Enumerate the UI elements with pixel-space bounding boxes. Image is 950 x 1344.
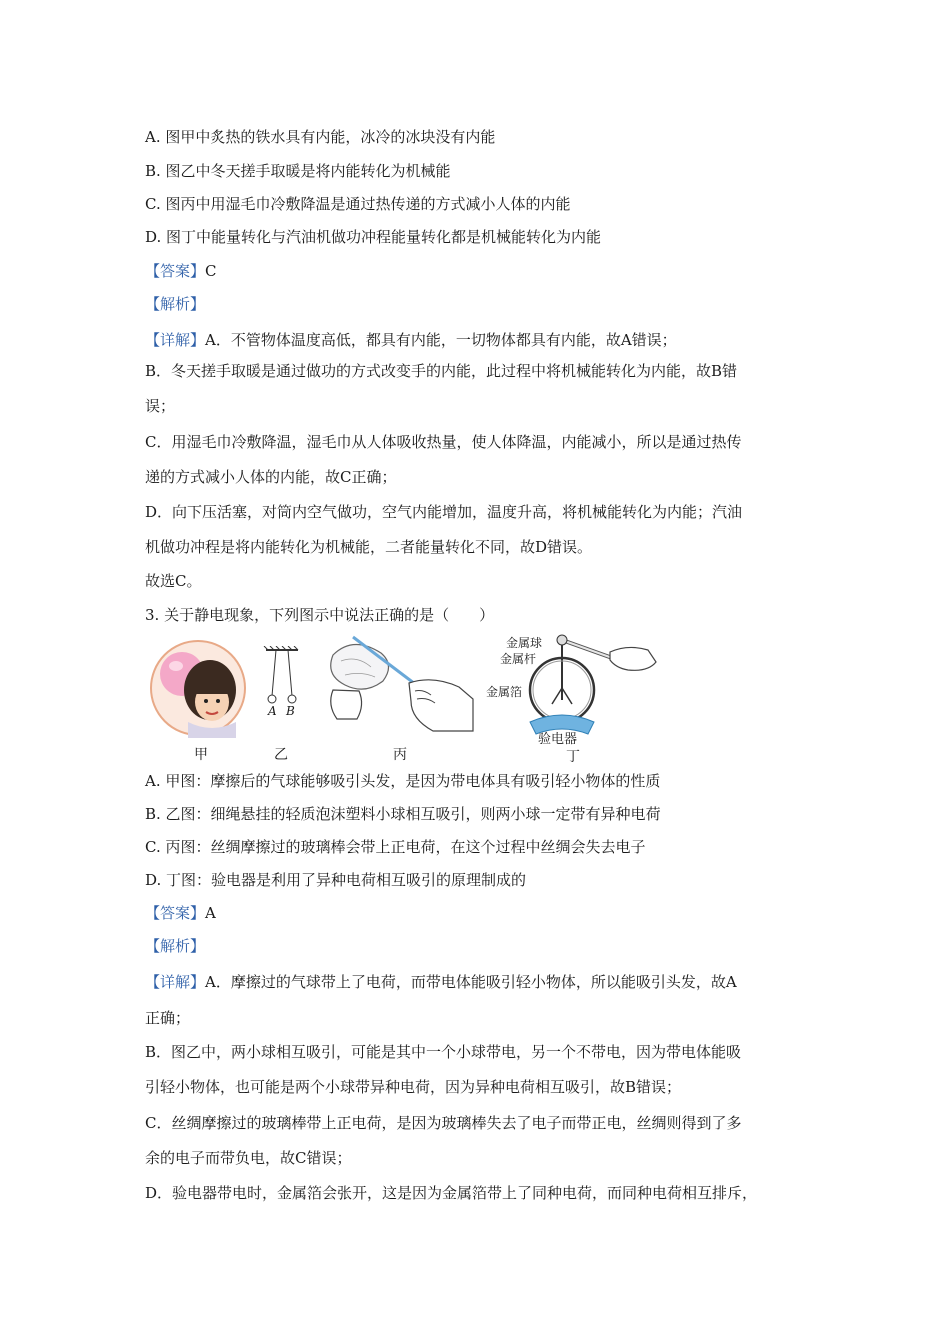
balloon-girl-illustration [148, 638, 248, 738]
q2-option-c: C. 图丙中用湿毛巾冷敷降温是通过热传递的方式减小人体的内能 [145, 195, 571, 213]
q2-answer [145, 261, 217, 281]
silk-glass-rod-illustration [323, 635, 483, 735]
analysis-tag: 【解析】 [145, 295, 206, 313]
q3-option-a: A. 甲图：摩擦后的气球能够吸引头发，是因为带电体具有吸引轻小物体的性质 [145, 772, 661, 790]
q2-analysis-heading [145, 294, 205, 314]
q2-detail-line [145, 330, 677, 350]
answer-tag: 【答案】 [145, 262, 206, 280]
label-electroscope: 验电器 [538, 732, 578, 747]
q3-option-c: C. 丙图：丝绸摩擦过的玻璃棒会带上正电荷，在这个过程中丝绸会失去电子 [145, 838, 646, 856]
label-metal-ball: 金属球 [506, 636, 543, 650]
hanging-balls-illustration [262, 646, 302, 706]
q3-option-b: B. 乙图：细绳悬挂的轻质泡沫塑料小球相互吸引，则两小球一定带有异种电荷 [145, 805, 661, 823]
detail-text: A．摩擦过的气球带上了电荷，而带电体能吸引轻小物体，所以能吸引头发，故A [205, 973, 737, 991]
detail-tag: 【详解】 [145, 331, 206, 349]
q3-analysis-heading [145, 936, 205, 956]
figure-yi [262, 646, 302, 724]
analysis-tag: 【解析】 [145, 937, 206, 955]
caption-yi: 乙 [274, 747, 288, 763]
q3-detail-line: 余的电子而带负电，故C错误； [145, 1149, 352, 1167]
q3-detail-line: D．验电器带电时，金属箔会张开，这是因为金属箔带上了同种电荷，而同种电荷相互排斥， [145, 1184, 758, 1202]
q3-stem: 3. 关于静电现象，下列图示中说法正确的是（ ） [145, 606, 495, 624]
caption-bing: 丙 [393, 747, 407, 763]
detail-tag: 【详解】 [145, 973, 206, 991]
label-metal-rod: 金属杆 [500, 652, 537, 666]
q2-option-a: A. 图甲中炙热的铁水具有内能，冰冷的冰块没有内能 [145, 128, 496, 146]
q3-answer [145, 903, 216, 923]
q3-detail-line [145, 972, 737, 992]
answer-value: A [205, 904, 216, 922]
q2-conclusion: 故选C。 [145, 572, 202, 590]
detail-text: A．不管物体温度高低，都具有内能，一切物体都具有内能，故A错误； [205, 331, 677, 349]
q3-option-d: D. 丁图：验电器是利用了异种电荷相互吸引的原理制成的 [145, 871, 527, 889]
figure-ding [478, 630, 662, 746]
q2-option-b: B. 图乙中冬天搓手取暖是将内能转化为机械能 [145, 162, 451, 180]
q2-detail-line: 误； [145, 397, 176, 415]
q3-detail-line: C．丝绸摩擦过的玻璃棒带上正电荷，是因为玻璃棒失去了电子而带正电，丝绸则得到了多 [145, 1114, 742, 1132]
q3-detail-line: 引轻小物体，也可能是两个小球带异种电荷，因为异种电荷相互吸引，故B错误； [145, 1078, 682, 1096]
answer-tag: 【答案】 [145, 904, 206, 922]
caption-jia: 甲 [194, 747, 208, 763]
q2-detail-line: 递的方式减小人体的内能，故C正确； [145, 468, 397, 486]
ball-label-b: B [286, 704, 295, 718]
q2-option-d: D. 图丁中能量转化与汽油机做功冲程能量转化都是机械能转化为内能 [145, 228, 602, 246]
q2-detail-line: B．冬天搓手取暖是通过做功的方式改变手的内能，此过程中将机械能转化为内能，故B错 [145, 362, 738, 380]
answer-value: C [205, 262, 217, 280]
label-metal-foil: 金属箔 [486, 685, 523, 699]
figure-bing [323, 635, 483, 735]
q3-detail-line: B．图乙中，两小球相互吸引，可能是其中一个小球带电，另一个不带电，因为带电体能吸 [145, 1043, 742, 1061]
q2-detail-line: C．用湿毛巾冷敷降温，湿毛巾从人体吸收热量，使人体降温，内能减小，所以是通过热传 [145, 433, 742, 451]
q2-detail-line: D．向下压活塞，对筒内空气做功，空气内能增加，温度升高，将机械能转化为内能；汽油 [145, 503, 743, 521]
caption-ding: 丁 [566, 749, 580, 765]
ball-label-a: A [268, 704, 277, 718]
q3-detail-line: 正确； [145, 1009, 191, 1027]
figure-jia [148, 638, 248, 738]
q2-detail-line: 机做功冲程是将内能转化为机械能，二者能量转化不同，故D错误。 [145, 538, 593, 556]
